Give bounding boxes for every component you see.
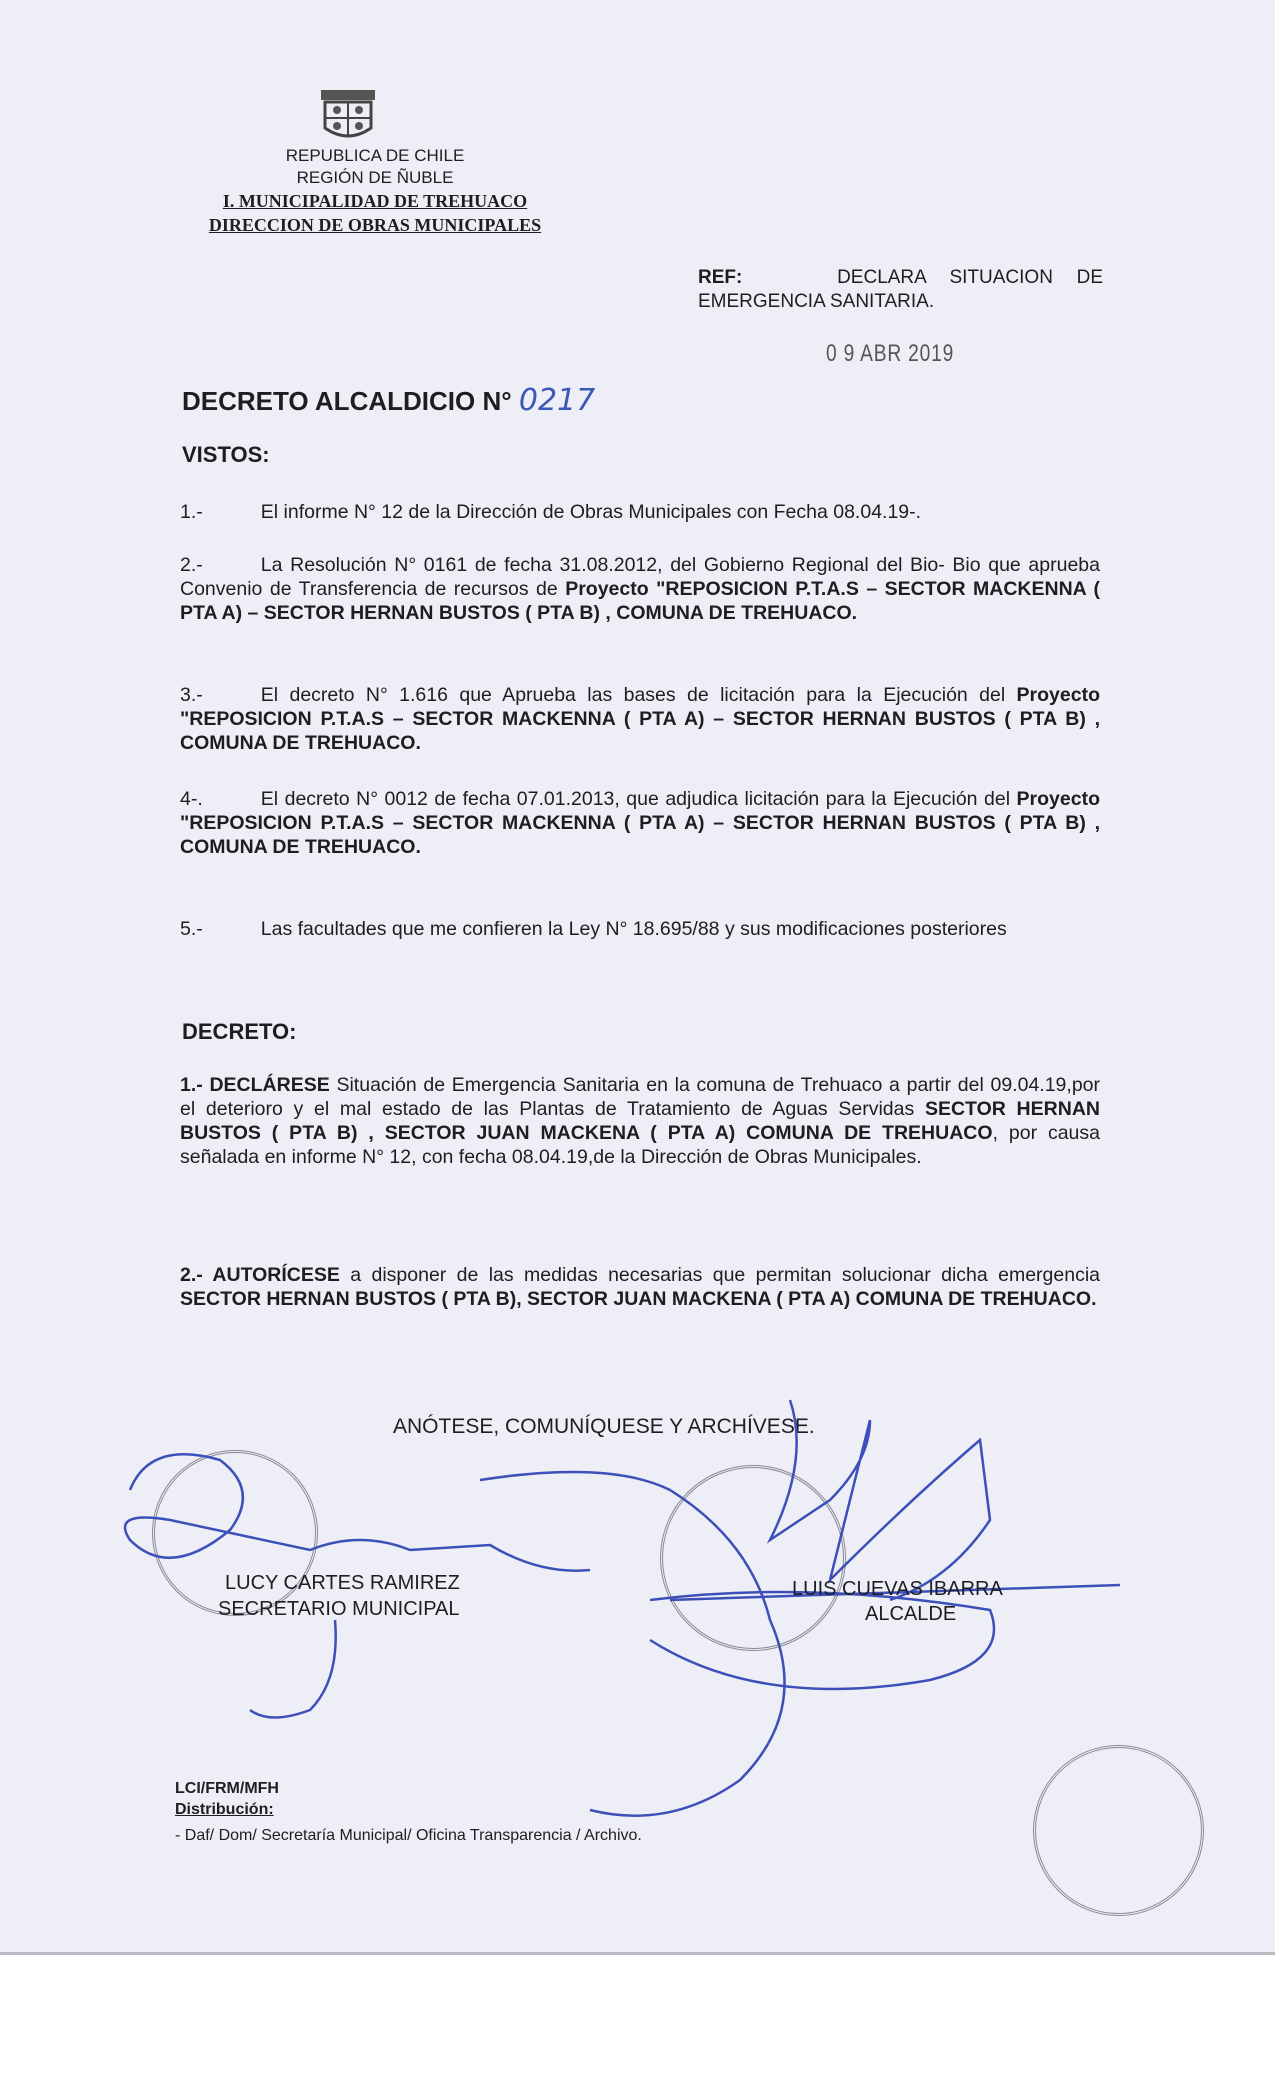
ref-label: REF: (698, 267, 743, 288)
ref-text: DECLARA SITUACION DE EMERGENCIA SANITARIA. (698, 267, 1103, 312)
date-stamp: 0 9 ABR 2019 (826, 340, 955, 367)
decreto-article-2: 2.- AUTORÍCESE a disponer de las medidas necesarias que permitan solucionar dicha emergencia SECTOR HERNAN BUSTOS ( PTA B), SECTOR JUAN MACKENA ( PTA A) COMUNA DE TREHUACO. (180, 1264, 1101, 1310)
decreto-heading: DECRETO: (182, 1019, 297, 1044)
mayor-name: LUIS CUEVAS IBARRA (792, 1578, 1003, 1600)
header-region: REGIÓN DE ÑUBLE (296, 168, 454, 187)
handwritten-decree-number: 0217 (518, 383, 596, 418)
coat-of-arms-logo (315, 90, 381, 142)
initials: LCI/FRM/MFH (175, 1780, 279, 1797)
secretary-name: LUCY CARTES RAMIREZ (225, 1572, 460, 1594)
closing-formula: ANÓTESE, COMUNÍQUESE Y ARCHÍVESE. (393, 1415, 815, 1438)
vistos-item-5: 5.- Las facultades que me confieren la Ley N° 18.695/88 y sus modificaciones posteriores (180, 918, 1007, 940)
header-department: DIRECCION DE OBRAS MUNICIPALES (208, 215, 542, 235)
title-text: DECRETO ALCALDICIO N° (182, 386, 512, 416)
vistos-item-3: 3.- El decreto N° 1.616 que Aprueba las bases de licitación para la Ejecución del Proyecto "REPOSICION P.T.A.S – SECTOR MACKENNA ( PTA A) – SECTOR HERNAN BUSTOS ( PTA B) , COMUNA DE TREHUACO. (180, 684, 1100, 754)
decreto-article-1: 1.- DECLÁRESE Situación de Emergencia Sanitaria en la comuna de Trehuaco a partir del 09.04.19,por el deterioro y el mal estado de las Plantas de Tratamiento de Aguas Servidas SECTOR HERNAN BUSTOS ( PTA B) , SECTOR JUAN MACKENA ( PTA A) COMUNA DE TREHUACO, por causa señalada en informe N° 12, con fecha 08.04.19,de la Dirección de Obras Municipales. (180, 1074, 1100, 1168)
distribution-list: - Daf/ Dom/ Secretaría Municipal/ Oficina Transparencia / Archivo. (175, 1827, 642, 1844)
reference (698, 266, 1103, 314)
header-municipality: I. MUNICIPALIDAD DE TREHUACO (222, 191, 528, 211)
page-title (182, 383, 595, 418)
secretary-role: SECRETARIO MUNICIPAL (218, 1598, 460, 1620)
vistos-item-1: 1.- El informe N° 12 de la Dirección de Obras Municipales con Fecha 08.04.19-. (180, 501, 922, 523)
mayor-role: ALCALDE (865, 1603, 957, 1625)
vistos-item-4: 4-. El decreto N° 0012 de fecha 07.01.2013, que adjudica licitación para la Ejecución del Proyecto "REPOSICION P.T.A.S – SECTOR MACKENNA ( PTA A) – SECTOR HERNAN BUSTOS ( PTA B) , COMUNA DE TREHUACO. (180, 788, 1100, 858)
vistos-item-2: 2.- La Resolución N° 0161 de fecha 31.08.2012, del Gobierno Regional del Bio- Bio que aprueba Convenio de Transferencia de recursos de Proyecto "REPOSICION P.T.A.S – SECTOR MACKENNA ( PTA A) – SECTOR HERNAN BUSTOS ( PTA B) , COMUNA DE TREHUACO. (180, 554, 1100, 624)
vistos-heading: VISTOS: (182, 442, 270, 467)
distribution-label: Distribución: (175, 1801, 274, 1818)
header-country: REPUBLICA DE CHILE (285, 146, 465, 165)
